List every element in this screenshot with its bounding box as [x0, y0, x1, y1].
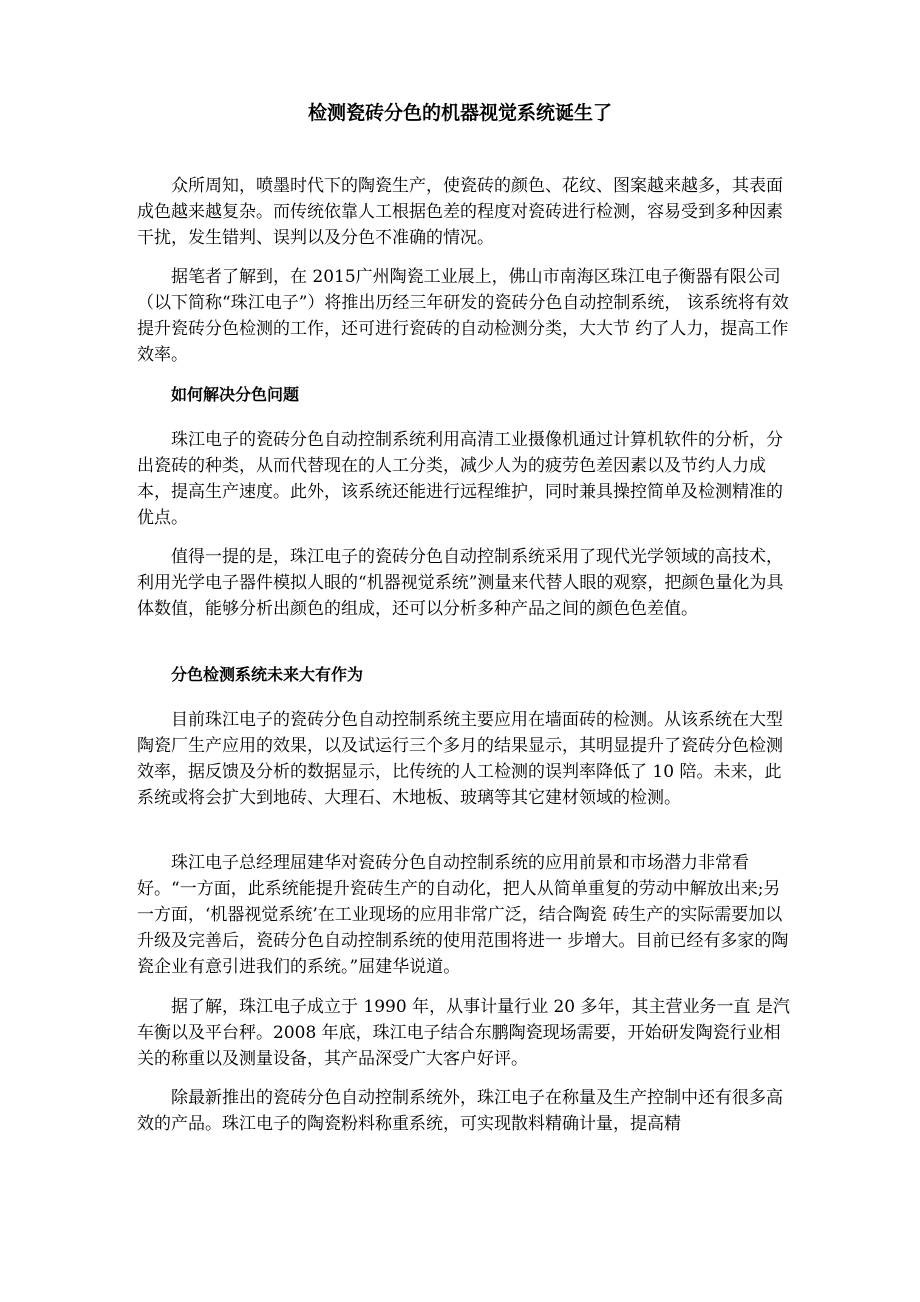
- paragraph-system-overview: 珠江电子的瓷砖分色自动控制系统利用高清工业摄像机通过计算机软件的分析，分出瓷砖的种类，从而代替现在的人工分类，减少人为的疲劳色差因素以及节约人力成本，提高生产速度。此外，该系统还能进行远程维护，同时兼具操控简单及检测精准的优点。: [137, 430, 783, 528]
- paragraph-machine-vision: 值得一提的是，珠江电子的瓷砖分色自动控制系统采用了现代光学领域的高技术，利用光学电子器件模拟人眼的“机器视觉系统”测量来代替人眼的观察，把颜色量化为具体数值，能够分析出颜色的组成，还可以分析多种产品之间的颜色色差值。: [137, 547, 784, 619]
- paragraph-company-history: 据了解，珠江电子成立于 1990 年，从事计量行业 20 多年，其主营业务一直 是汽车衡以及平台秤。2008 年底，珠江电子结合东鹏陶瓷现场需要，开始研发陶瓷行业相关的称重以及测量设备，其产品深受广大客户好评。: [137, 997, 790, 1069]
- paragraph-current-application: 目前珠江电子的瓷砖分色自动控制系统主要应用在墙面砖的检测。从该系统在大型陶瓷厂生产应用的效果，以及试运行三个多月的结果显示，其明显提升了瓷砖分色检测效率，据反馈及分析的数据显示，比传统的人工检测的误判率降低了 10 陪。未来，此系统或将会扩大到地砖、大理石、木地板、玻璃等其它建材领域的检测。: [137, 710, 783, 808]
- section-heading-solve-color-sorting: 如何解决分色问题: [171, 385, 300, 404]
- paragraph-intro: 众所周知，喷墨时代下的陶瓷生产，使瓷砖的颜色、花纹、图案越来越多，其表面成色越来越复杂。而传统依靠人工根据色差的程度对瓷砖进行检测，容易受到多种因素干扰，发生错判、误判以及分色不准确的情况。: [137, 176, 783, 248]
- paragraph-expo: 据笔者了解到，在 2015广州陶瓷工业展上，佛山市南海区珠江电子衡器有限公司（以下简称“珠江电子”）将推出历经三年研发的瓷砖分色自动控制系统， 该系统将有效提升瓷砖分色检测的工作，还可进行瓷砖的自动检测分类，大大节 约了人力，提高工作效率。: [137, 267, 789, 365]
- section-heading-future: 分色检测系统未来大有作为: [171, 665, 364, 684]
- paragraph-manager-quote: 珠江电子总经理屈建华对瓷砖分色自动控制系统的应用前景和市场潜力非常看好。“一方面，此系统能提升瓷砖生产的自动化，把人从简单重复的劳动中解放出来;另一方面，‘机器视觉系统’在工业现场的应用非常广泛，结合陶瓷 砖生产的实际需要加以升级及完善后，瓷砖分色自动控制系统的使用范围将进一 步增大。目前已经有多家的陶瓷企业有意引进我们的系统。”屈建华说道。: [137, 853, 789, 977]
- paragraph-other-products: 除最新推出的瓷砖分色自动控制系统外，珠江电子在称量及生产控制中还有很多高效的产品。珠江电子的陶瓷粉料称重系统，可实现散料精确计量，提高精: [137, 1088, 783, 1134]
- document-title: 检测瓷砖分色的机器视觉系统诞生了: [307, 102, 612, 124]
